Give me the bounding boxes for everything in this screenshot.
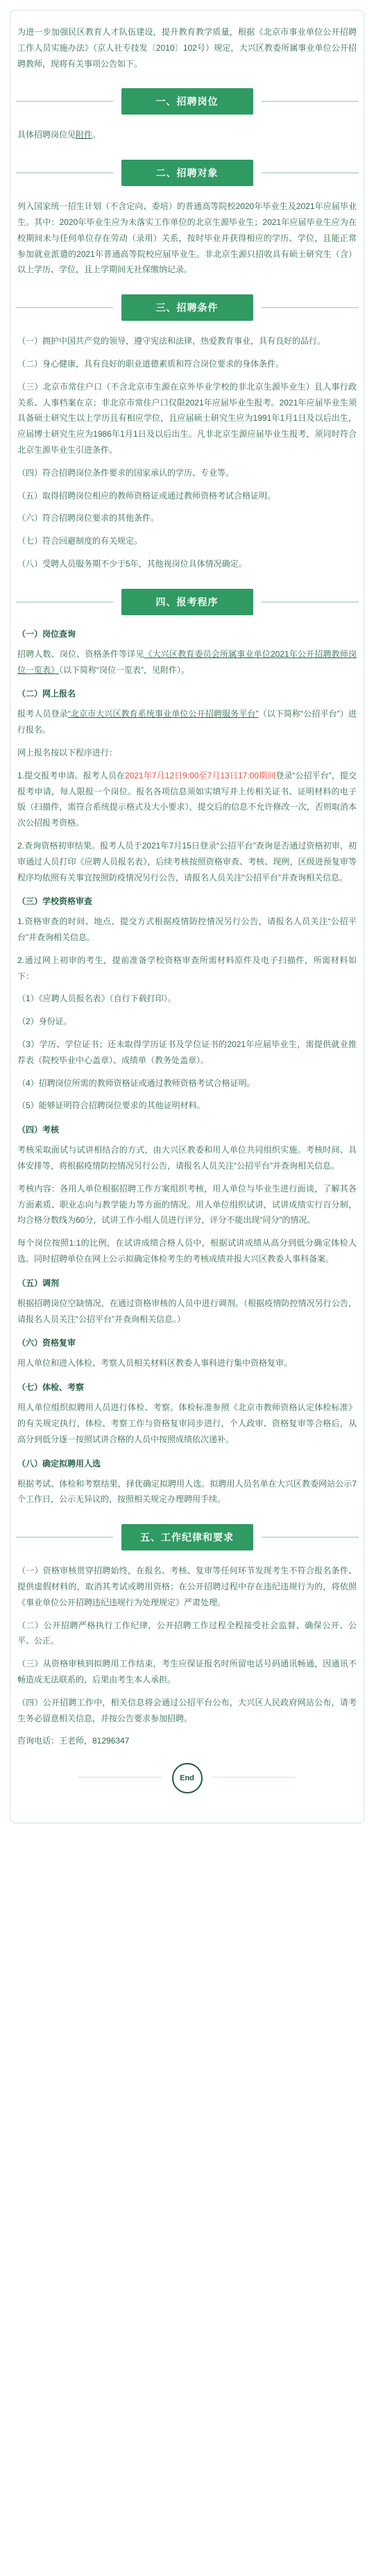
paragraph-text: （二）身心健康，具有良好的职业道德素质和符合岗位要求的身体条件。 [17, 358, 284, 369]
paragraph [17, 1098, 357, 1114]
section [17, 589, 357, 1507]
paragraph-text: （六）符合招聘岗位要求的其他条件。 [17, 513, 160, 524]
paragraph [17, 199, 357, 278]
paragraph [17, 1037, 357, 1069]
paragraph-text: 。 [92, 130, 101, 140]
paragraph [17, 745, 357, 761]
paragraph-text: 招聘人数、岗位、资格条件等详见 [17, 649, 144, 659]
highlight-text: 2021年7月12日9:00至7月13日17:00期间 [125, 770, 276, 780]
paragraph-text: 报考人员登录 [17, 709, 68, 719]
paragraph [17, 953, 357, 985]
paragraph [17, 1355, 357, 1371]
paragraph [17, 1076, 357, 1092]
paragraph-text: （5）能够证明符合招聘岗位要求的其他证明材料。 [17, 1101, 205, 1111]
paragraph-text: （以下简称“岗位一览表”，见附件）。 [59, 664, 190, 675]
subsection-heading: （七）体检、考察 [17, 1382, 85, 1393]
paragraph [17, 1563, 357, 1610]
paragraph-text: 每个岗位按照1:1的比例，在试讲成绩合格人员中，根据试讲成绩从高分到低分确定体检人选。同时招聘单位在网上公示拟确定体检考生的考核成绩并报大兴区教委人事科备案。 [17, 1238, 357, 1264]
paragraph [17, 333, 357, 349]
paragraph-text: 2.查询资格初审结果。报考人员于2021年7月15日登录“公招平台”查询是否通过资格初审，初审通过人员打印《应聘人员报名表》，后续考核按照资格审查、考核、现例，区级进预复审等程序均依照有关事宜按照防疫情况另行公告，请报名人员关注“公招平台”并查询相关信息。 [17, 840, 357, 883]
paragraph-text: （七）符合回避制度的有关规定。 [17, 536, 143, 546]
paragraph-text: （1）《应聘人员报名表》（自行下载打印）。 [17, 994, 176, 1004]
paragraph-text: 列入国家统一招生计划（不含定向、委培）的普通高等院校2020年毕业生及2021年应届毕业生。其中：2020年毕业生应为未落实工作单位的北京生源毕业生；2021年应届毕业生应为在校期间未与任何单位存在劳动（录用）关系，按时毕业并获得相应的学历、学位，且能正常参加就业派遣的2021年普通高等院校应届毕业生。非北京生源只招收具有硕士研究生（含）以上学历、学位，且上学期间无社保缴纳记录。 [17, 201, 357, 275]
paragraph-text: （四）公开招聘工作中，相关信息将会通过公招平台公布，大兴区人民政府网站公布，请考生务必留意相关信息，并按公告要求参加招聘。 [17, 1697, 357, 1723]
paragraph-text: 考核采取面试与试讲相结合的方式，由大兴区教委和用人单位共同组织实施。考核时间、具体安排等，将根据疫情防控情况另行公告，请报名人员关注“公招平台”并查询相关信息。 [17, 1145, 357, 1171]
intro-paragraph: 为进一步加强民区教育人才队伍建设，提升教育教学质量，根据《北京市事业单位公开招聘工作人员实施办法》（京人社专技发〔2010〕102号）规定，大兴区教委所属事业单位公开招聘教师，现将有关事项公告如下。 [17, 27, 357, 69]
paragraph [17, 1142, 357, 1174]
paragraph [17, 706, 357, 738]
section-title: 二、招聘对象 [121, 160, 253, 186]
footer [17, 1763, 357, 1793]
paragraph [17, 838, 357, 885]
sections-container [17, 88, 357, 1749]
paragraph-text: 1.提交报考申请。报考人员在 [17, 770, 125, 780]
paragraph [17, 991, 357, 1007]
section-title: 五、工作纪律和要求 [121, 1524, 253, 1550]
paragraph [17, 1235, 357, 1267]
section [17, 160, 357, 278]
subsection-heading: （六）资格复审 [17, 1338, 76, 1348]
paragraph [17, 356, 357, 372]
paragraph [17, 127, 357, 143]
paragraph [17, 533, 357, 549]
paragraph-text: （二）公开招聘严格执行工作纪律，公开招聘工作过程全程接受社会监督、确保公开、公平、公正。 [17, 1620, 357, 1646]
inline-link[interactable]: “北京市大兴区教育系统事业单位公开招聘服务平台” [67, 709, 259, 719]
paragraph-text: 咨询电话：王老师，81296347 [17, 1736, 130, 1746]
paragraph [17, 1476, 357, 1508]
paragraph-text: 网上报名按以下程序进行： [17, 747, 118, 758]
paragraph-text: 考核内容：各用人单位根据招聘工作方案组织考核，用人单位与毕业生进行面谈，了解其各方面素质、职业志向与教学能力等方面的情况。用人单位组织试讲，试讲成绩实行百分制，均合格分数线为60分，试讲工作小组人员进行评分，评分不能出现“同分”的情况。 [17, 1183, 357, 1226]
paragraph [17, 510, 357, 526]
paragraph [17, 1695, 357, 1727]
paragraph-text: （2）身份证。 [17, 1017, 72, 1027]
section [17, 88, 357, 143]
end-badge: End [172, 1763, 203, 1793]
section-title: 一、招聘岗位 [121, 88, 253, 115]
paragraph [17, 556, 357, 572]
paragraph [17, 379, 357, 458]
subsection-heading: （八）确定拟聘用人选 [17, 1458, 101, 1469]
paragraph [17, 488, 357, 504]
subsection-heading: （五）调剂 [17, 1278, 60, 1288]
paragraph [17, 1618, 357, 1650]
inline-link[interactable]: 《大兴区教育委员会所属事业单位2021年公开招聘教师岗位一览表》 [17, 649, 357, 675]
subsection-heading: （二）网上报名 [17, 689, 76, 699]
paragraph [17, 1656, 357, 1688]
paragraph [17, 465, 357, 481]
section [17, 1524, 357, 1749]
paragraph [17, 1733, 357, 1749]
paragraph-text: （一）资格审核贯穿招聘始终，在报名、考核、复审等任何环节发现考生不符合报名条件、提供虚假材料的，取消其考试或聘用资格；在公开招聘过程中存在违纪违规行为的，将依照《事业单位公开招聘违纪违规行为处理规定》严肃处理。 [17, 1566, 357, 1607]
paragraph [17, 1296, 357, 1328]
subsection-heading: （三）学校资格审查 [17, 896, 93, 907]
paragraph [17, 1014, 357, 1030]
paragraph-text: 具体招聘岗位见 [17, 130, 76, 140]
paragraph-text: 2.通过网上初审的考生，提前准备学校资格审查所需材料原件及电子扫描件，所需材料如下： [17, 955, 357, 981]
section-title: 三、招聘条件 [121, 294, 253, 321]
paragraph [17, 1181, 357, 1228]
article-card [10, 10, 364, 1823]
paragraph-text: （三）从资格审核到拟聘用工作结束，考生应保证报名时所留电话号码通讯畅通，因通讯不畅造成无法联系的，后果由考生本人承担。 [17, 1659, 357, 1684]
paragraph-text: （以下简称“公招平台”）进行报名。 [17, 709, 357, 735]
inline-link[interactable]: 附件 [76, 130, 93, 140]
paragraph-text: 根据考试、体检和考察结果，择优确定拟聘用人选。拟聘用人员名单在大兴区教委网站公示7个工作日，公示无异议的，按照相关规定办理聘用手续。 [17, 1478, 357, 1505]
paragraph-text: （八）受聘人员服务期不少于5年，其他视岗位具体情况确定。 [17, 558, 247, 569]
paragraph-text: （4）招聘岗位所需的教师资格证或通过教师资格考试合格证明。 [17, 1078, 255, 1088]
paragraph-text: （一）拥护中国共产党的领导，遵守宪法和法律，热爱教育事业，具有良好的品行。 [17, 336, 326, 346]
paragraph-text: 用人单位组织拟聘用人员进行体检、考察。体检标准参照《北京市教师资格认定体检标准》的有关规定执行，体检、考察工作与资格复审同步进行，个人政审、资格复审等合格后，从高分到低分逐一按照试讲合格的人员中按照成绩依次递补。 [17, 1403, 357, 1444]
paragraph-text: （3）学历、学位证书；还未取得学历证书及学位证书的2021年应届毕业生，需提供就业推荐表（院校毕业中心盖章）、成绩单（教务处盖章）。 [17, 1039, 357, 1065]
paragraph-text: 1.资格审查的时间、地点、提交方式根据疫情防控情况另行公告，请报名人员关注“公招平台”并查询相关信息。 [17, 917, 357, 943]
paragraph-text: （五）取得招聘岗位相应的教师资格证或通过教师资格考试合格证明。 [17, 490, 276, 501]
paragraph [17, 914, 357, 946]
paragraph-text: （四）符合招聘岗位条件要求的国家承认的学历、专业等。 [17, 467, 235, 478]
footer-divider-left [78, 1777, 162, 1778]
paragraph-text: 根据招聘岗位空缺情况，在通过资格审核的人员中进行调剂。（根据疫情防控情况另行公告，请报名人员关注“公招平台”并查询相关信息。） [17, 1298, 357, 1324]
subsection-heading: （一）岗位查询 [17, 628, 76, 639]
paragraph [17, 768, 357, 831]
paragraph [17, 646, 357, 678]
subsection-heading: （四）考核 [17, 1125, 60, 1135]
paragraph-text: （三）北京市常住户口（不含北京市生源在京外毕业学校的非北京生源毕业生）且人事行政关系、人事档案在京；非北京市常住户口仅限2021年应届毕业生报考。2021年应届毕业生须具备硕士研究生以上学历且有相应学位，且应届硕士研究生应为1991年1月1日及以后出生，应届博士研究生应为1986年1月1日及以后出生。凡非北京生源应届毕业生报考，须同时符合北京生源毕业生引进条件。 [17, 381, 357, 455]
paragraph-text: 登录“公招平台”，提交报考申请，每人限报一个岗位。报名各项信息须如实填写并上传相关证书、证明材料的电子版（扫描件，需符合系统提示格式及大小要求），提交后的信息不允许修改一次，否则取消本次公招报考资格。 [17, 770, 357, 828]
footer-divider-right [212, 1777, 296, 1778]
section-title: 四、报考程序 [121, 589, 253, 615]
paragraph [17, 1400, 357, 1447]
paragraph-text: 用人单位和进入体检、考察人员相关材料区教委人事科进行集中资格复审。 [17, 1358, 293, 1369]
section [17, 294, 357, 572]
